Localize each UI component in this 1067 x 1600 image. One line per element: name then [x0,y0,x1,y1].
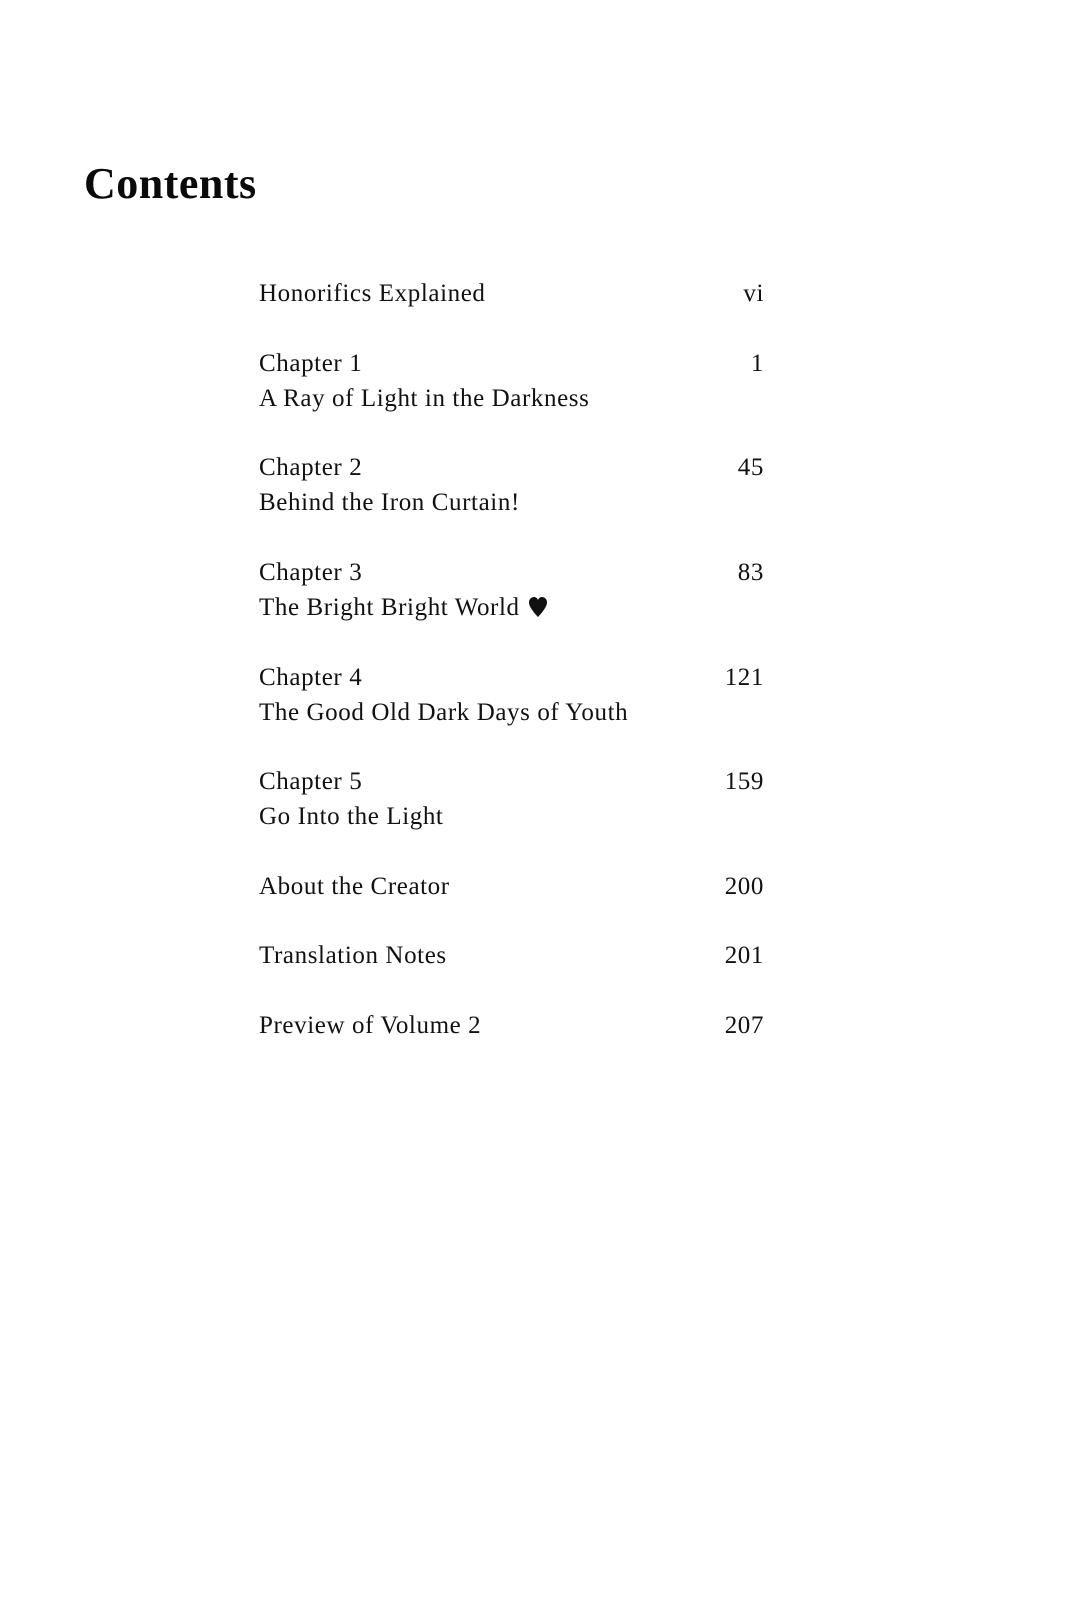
toc-entry-label: Honorifics Explained [259,280,486,307]
toc-entry-about-creator[interactable] [259,869,766,904]
toc-entry-page-number: vi [743,280,764,307]
toc-entry-label: Chapter 1 [259,350,363,377]
toc-entry-label: Chapter 4 [259,664,363,691]
toc-entry-label: Preview of Volume 2 [259,1012,482,1039]
toc-entry-chapter-4[interactable] [259,660,766,730]
toc-entry-subtitle: Go Into the Light [259,803,444,830]
page-title: Contents [84,159,257,208]
toc-entry-page-number: 200 [724,873,764,900]
toc-entry-subtitle: A Ray of Light in the Darkness [259,385,590,412]
heart-icon [528,596,548,618]
toc-entry-chapter-1[interactable] [259,346,766,416]
toc-entry-translation-notes[interactable] [259,938,766,973]
toc-entry-chapter-5[interactable] [259,764,766,834]
toc-entry-subtitle: The Good Old Dark Days of Youth [259,699,629,726]
toc-entry-page-number: 159 [724,768,764,795]
toc-entry-page-number: 83 [737,559,764,586]
toc-entry-subtitle-line [259,590,766,625]
toc-entry-honorifics[interactable] [259,276,766,311]
toc-entry-label: About the Creator [259,873,450,900]
toc-entry-chapter-2[interactable] [259,450,766,520]
toc-entry-page-number: 201 [724,942,764,969]
toc-entry-page-number: 207 [724,1012,764,1039]
toc-entry-page-number: 1 [750,350,764,377]
toc-entry-label: Chapter 3 [259,559,363,586]
toc-entry-chapter-3[interactable] [259,555,766,625]
toc-entry-page-number: 45 [737,454,764,481]
toc-entry-subtitle: The Bright Bright World [259,594,520,621]
toc-entry-preview-volume-2[interactable] [259,1008,766,1043]
toc-entry-page-number: 121 [724,664,764,691]
toc-entry-label: Chapter 5 [259,768,363,795]
toc-entry-label: Translation Notes [259,942,447,969]
toc-entry-subtitle: Behind the Iron Curtain! [259,489,520,516]
toc-entry-label: Chapter 2 [259,454,363,481]
